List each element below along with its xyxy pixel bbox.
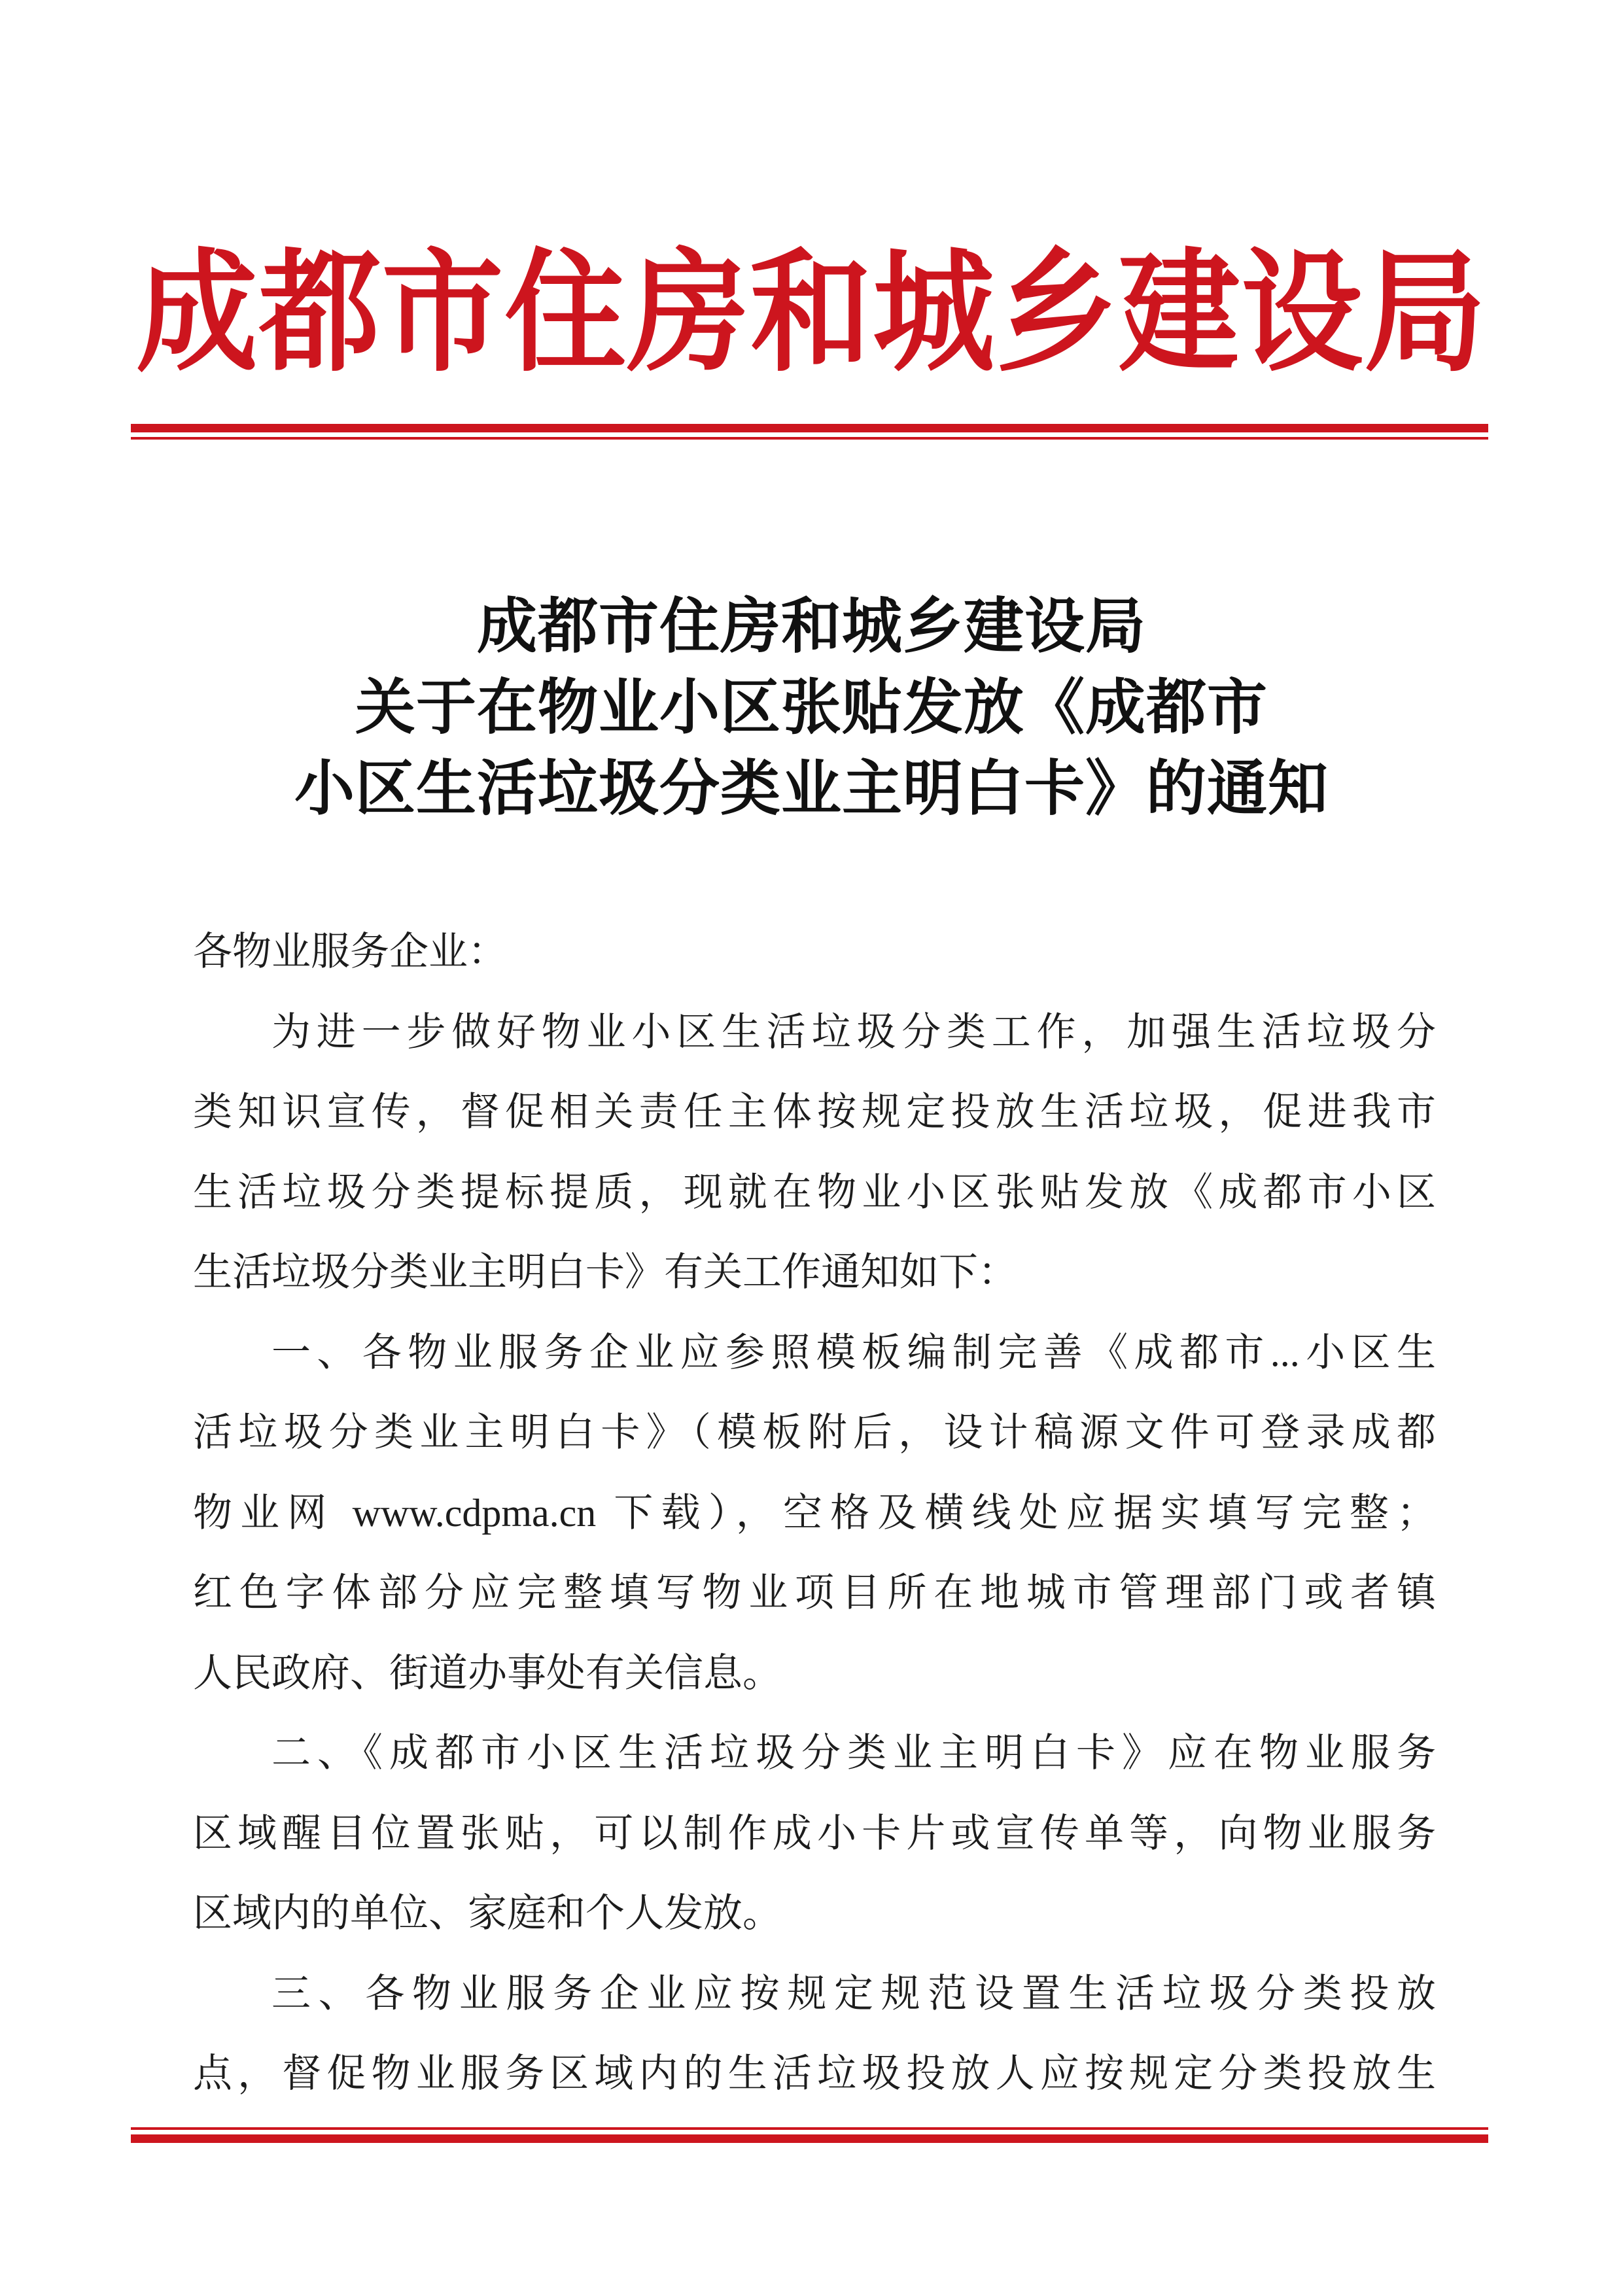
separator-gap — [131, 432, 1488, 437]
body-line-7: 活垃圾分类业主明白卡》（模板附后，设计稿源文件可登录成都 — [193, 1411, 1436, 1454]
body-line-3: 类知识宣传，督促相关责任主体按规定投放生活垃圾，促进我市 — [193, 1090, 1436, 1134]
body-line-9: 红色字体部分应完整填写物业项目所在地城市管理部门或者镇 — [193, 1571, 1436, 1614]
red-separator-top — [131, 424, 1488, 440]
document-title — [0, 586, 1623, 829]
body-line-11: 二、《成都市小区生活垃圾分类业主明白卡》应在物业服务 — [271, 1731, 1436, 1775]
body-line-12: 区域醒目位置张贴，可以制作成小卡片或宣传单等，向物业服务 — [193, 1811, 1436, 1855]
separator-thick-line — [131, 424, 1488, 432]
body-line-4: 生活垃圾分类提标提质，现就在物业小区张贴发放《成都市小区 — [193, 1170, 1436, 1214]
document-title-line-2: 关于在物业小区张贴发放《成都市 — [355, 674, 1268, 741]
body-text — [193, 912, 1436, 2114]
body-line-14: 三、各物业服务企业应按规定规范设置生活垃圾分类投放 — [271, 1972, 1436, 2015]
separator-thin-line — [131, 437, 1488, 440]
separator-thick-line — [131, 2134, 1488, 2143]
body-line-8: 物业网 www.cdpma.cn 下载），空格及横线处应据实填写完整； — [193, 1491, 1436, 1535]
body-line-10: 人民政府、街道办事处有关信息。 — [193, 1651, 782, 1695]
document-title-line-3: 小区生活垃圾分类业主明白卡》的通知 — [294, 756, 1329, 822]
body-line-salutation: 各物业服务企业： — [193, 930, 507, 973]
body-line-15: 点，督促物业服务区域内的生活垃圾投放人应按规定分类投放生 — [193, 2052, 1436, 2095]
body-line-2: 为进一步做好物业小区生活垃圾分类工作，加强生活垃圾分 — [271, 1010, 1436, 1054]
red-separator-bottom — [131, 2127, 1488, 2143]
body-line-13: 区域内的单位、家庭和个人发放。 — [193, 1892, 782, 1935]
body-line-5: 生活垃圾分类业主明白卡》有关工作通知如下： — [193, 1251, 1017, 1294]
separator-gap — [131, 2130, 1488, 2134]
body-line-6: 一、各物业服务企业应参照模板编制完善《成都市...小区生 — [271, 1331, 1436, 1374]
agency-masthead: 成都市住房和城乡建设局 — [136, 241, 1487, 387]
document-title-line-1: 成都市住房和城乡建设局 — [476, 593, 1146, 660]
